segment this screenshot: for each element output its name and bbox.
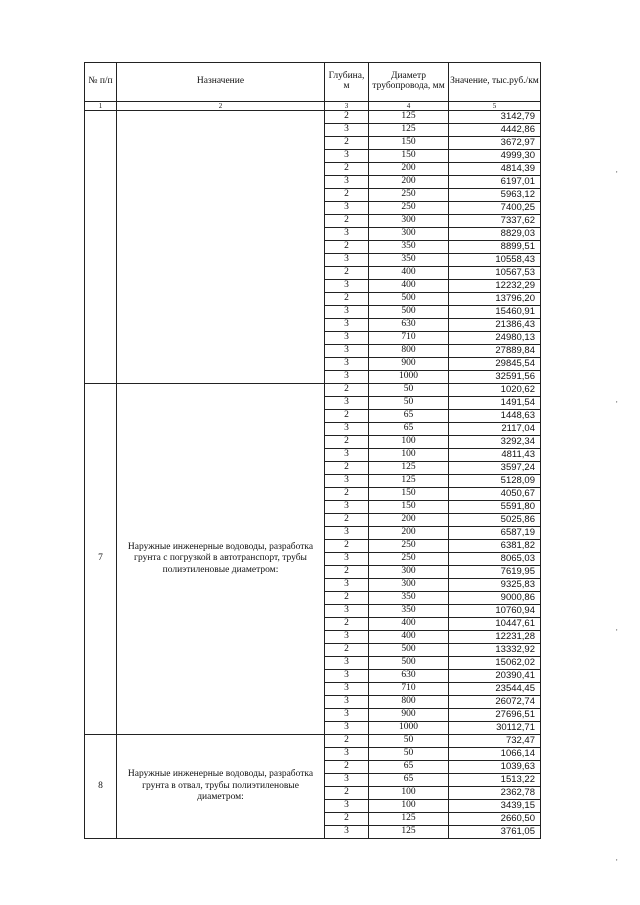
diameter-cell: 65 (369, 423, 449, 436)
diameter-cell: 200 (369, 514, 449, 527)
value-cell: 10447,61 (449, 618, 541, 631)
diameter-cell: 150 (369, 150, 449, 163)
diameter-cell: 100 (369, 449, 449, 462)
value-cell: 5128,09 (449, 475, 541, 488)
depth-cell: 3 (325, 657, 369, 670)
value-cell: 1448,63 (449, 410, 541, 423)
depth-cell: 3 (325, 176, 369, 189)
header-value: Значение, тыс.руб./км (449, 63, 541, 102)
diameter-cell: 125 (369, 124, 449, 137)
value-cell: 29845,54 (449, 358, 541, 371)
margin-mark: ' (616, 170, 618, 179)
diameter-cell: 250 (369, 540, 449, 553)
diameter-cell: 125 (369, 111, 449, 124)
value-cell: 2660,50 (449, 813, 541, 826)
diameter-cell: 65 (369, 410, 449, 423)
depth-cell: 3 (325, 826, 369, 839)
diameter-cell: 300 (369, 215, 449, 228)
value-cell: 8065,03 (449, 553, 541, 566)
header-num: № п/п (85, 63, 117, 102)
value-cell: 5963,12 (449, 189, 541, 202)
diameter-cell: 65 (369, 774, 449, 787)
depth-cell: 2 (325, 787, 369, 800)
value-cell: 13796,20 (449, 293, 541, 306)
depth-cell: 2 (325, 137, 369, 150)
value-cell: 10760,94 (449, 605, 541, 618)
value-cell: 8829,03 (449, 228, 541, 241)
value-cell: 5591,80 (449, 501, 541, 514)
depth-cell: 3 (325, 579, 369, 592)
value-cell: 10567,53 (449, 267, 541, 280)
depth-cell: 2 (325, 410, 369, 423)
value-cell: 6587,19 (449, 527, 541, 540)
column-number: 5 (449, 102, 541, 111)
value-cell: 1513,22 (449, 774, 541, 787)
header-row (85, 63, 541, 102)
depth-cell: 2 (325, 540, 369, 553)
value-cell: 32591,56 (449, 371, 541, 384)
diameter-cell: 65 (369, 761, 449, 774)
value-cell: 10558,43 (449, 254, 541, 267)
value-cell: 9325,83 (449, 579, 541, 592)
diameter-cell: 500 (369, 306, 449, 319)
diameter-cell: 50 (369, 735, 449, 748)
depth-cell: 2 (325, 241, 369, 254)
depth-cell: 2 (325, 384, 369, 397)
price-table (84, 62, 541, 839)
depth-cell: 3 (325, 631, 369, 644)
value-cell: 1039,63 (449, 761, 541, 774)
value-cell: 4811,43 (449, 449, 541, 462)
diameter-cell: 350 (369, 592, 449, 605)
diameter-cell: 1000 (369, 371, 449, 384)
diameter-cell: 400 (369, 280, 449, 293)
depth-cell: 2 (325, 618, 369, 631)
header-depth: Глубина, м (325, 63, 369, 102)
value-cell: 21386,43 (449, 319, 541, 332)
value-cell: 7619,95 (449, 566, 541, 579)
depth-cell: 3 (325, 202, 369, 215)
depth-cell: 2 (325, 644, 369, 657)
depth-cell: 3 (325, 800, 369, 813)
depth-cell: 3 (325, 228, 369, 241)
depth-cell: 3 (325, 696, 369, 709)
depth-cell: 3 (325, 371, 369, 384)
value-cell: 2117,04 (449, 423, 541, 436)
depth-cell: 3 (325, 449, 369, 462)
column-number: 2 (117, 102, 325, 111)
diameter-cell: 50 (369, 748, 449, 761)
depth-cell: 2 (325, 488, 369, 501)
value-cell: 13332,92 (449, 644, 541, 657)
margin-mark: ' (616, 858, 618, 867)
value-cell: 1020,62 (449, 384, 541, 397)
depth-cell: 3 (325, 475, 369, 488)
value-cell: 7400,25 (449, 202, 541, 215)
diameter-cell: 500 (369, 657, 449, 670)
table-row (85, 735, 541, 748)
diameter-cell: 125 (369, 813, 449, 826)
column-number: 4 (369, 102, 449, 111)
diameter-cell: 150 (369, 137, 449, 150)
value-cell: 3761,05 (449, 826, 541, 839)
value-cell: 3439,15 (449, 800, 541, 813)
depth-cell: 3 (325, 150, 369, 163)
depth-cell: 3 (325, 748, 369, 761)
value-cell: 12232,29 (449, 280, 541, 293)
depth-cell: 2 (325, 215, 369, 228)
diameter-cell: 200 (369, 163, 449, 176)
diameter-cell: 50 (369, 384, 449, 397)
depth-cell: 2 (325, 462, 369, 475)
header-diameter: Диаметр трубопровода, мм (369, 63, 449, 102)
table-row (85, 111, 541, 124)
value-cell: 1066,14 (449, 748, 541, 761)
value-cell: 12231,28 (449, 631, 541, 644)
value-cell: 1491,54 (449, 397, 541, 410)
value-cell: 7337,62 (449, 215, 541, 228)
section-number: 8 (85, 735, 117, 839)
document-table-wrapper (84, 62, 540, 839)
diameter-cell: 1000 (369, 722, 449, 735)
section-description: Наружные инженерные водоводы, разработка грунта в отвал, трубы полиэтиленовые диаметром: (117, 735, 325, 839)
column-number: 1 (85, 102, 117, 111)
depth-cell: 2 (325, 592, 369, 605)
section-number: 7 (85, 384, 117, 735)
value-cell: 732,47 (449, 735, 541, 748)
diameter-cell: 50 (369, 397, 449, 410)
diameter-cell: 350 (369, 254, 449, 267)
section-description (117, 111, 325, 384)
depth-cell: 3 (325, 501, 369, 514)
value-cell: 3142,79 (449, 111, 541, 124)
margin-mark: ' (616, 628, 618, 637)
depth-cell: 3 (325, 423, 369, 436)
depth-cell: 3 (325, 254, 369, 267)
diameter-cell: 250 (369, 553, 449, 566)
diameter-cell: 710 (369, 683, 449, 696)
value-cell: 4999,30 (449, 150, 541, 163)
value-cell: 26072,74 (449, 696, 541, 709)
value-cell: 27696,51 (449, 709, 541, 722)
value-cell: 8899,51 (449, 241, 541, 254)
diameter-cell: 500 (369, 293, 449, 306)
diameter-cell: 250 (369, 202, 449, 215)
depth-cell: 3 (325, 306, 369, 319)
depth-cell: 3 (325, 553, 369, 566)
depth-cell: 3 (325, 397, 369, 410)
value-cell: 2362,78 (449, 787, 541, 800)
depth-cell: 2 (325, 293, 369, 306)
depth-cell: 2 (325, 566, 369, 579)
diameter-cell: 250 (369, 189, 449, 202)
depth-cell: 2 (325, 111, 369, 124)
diameter-cell: 100 (369, 787, 449, 800)
value-cell: 30112,71 (449, 722, 541, 735)
diameter-cell: 500 (369, 644, 449, 657)
value-cell: 9000,86 (449, 592, 541, 605)
depth-cell: 2 (325, 436, 369, 449)
depth-cell: 3 (325, 124, 369, 137)
depth-cell: 3 (325, 683, 369, 696)
diameter-cell: 350 (369, 605, 449, 618)
depth-cell: 2 (325, 761, 369, 774)
depth-cell: 3 (325, 345, 369, 358)
diameter-cell: 150 (369, 488, 449, 501)
diameter-cell: 200 (369, 176, 449, 189)
diameter-cell: 350 (369, 241, 449, 254)
diameter-cell: 100 (369, 800, 449, 813)
header-purpose: Назначение (117, 63, 325, 102)
depth-cell: 2 (325, 189, 369, 202)
value-cell: 24980,13 (449, 332, 541, 345)
value-cell: 23544,45 (449, 683, 541, 696)
depth-cell: 3 (325, 527, 369, 540)
depth-cell: 2 (325, 267, 369, 280)
depth-cell: 2 (325, 813, 369, 826)
diameter-cell: 125 (369, 462, 449, 475)
column-number: 3 (325, 102, 369, 111)
value-cell: 27889,84 (449, 345, 541, 358)
diameter-cell: 630 (369, 319, 449, 332)
value-cell: 6381,82 (449, 540, 541, 553)
diameter-cell: 300 (369, 579, 449, 592)
value-cell: 20390,41 (449, 670, 541, 683)
depth-cell: 2 (325, 163, 369, 176)
depth-cell: 3 (325, 280, 369, 293)
table-body (85, 111, 541, 839)
diameter-cell: 300 (369, 566, 449, 579)
depth-cell: 3 (325, 605, 369, 618)
diameter-cell: 900 (369, 358, 449, 371)
diameter-cell: 125 (369, 826, 449, 839)
depth-cell: 3 (325, 332, 369, 345)
depth-cell: 3 (325, 670, 369, 683)
value-cell: 4814,39 (449, 163, 541, 176)
diameter-cell: 630 (369, 670, 449, 683)
diameter-cell: 800 (369, 345, 449, 358)
depth-cell: 3 (325, 722, 369, 735)
diameter-cell: 400 (369, 618, 449, 631)
margin-mark: ' (616, 400, 618, 409)
diameter-cell: 150 (369, 501, 449, 514)
value-cell: 6197,01 (449, 176, 541, 189)
depth-cell: 3 (325, 774, 369, 787)
value-cell: 5025,86 (449, 514, 541, 527)
depth-cell: 2 (325, 735, 369, 748)
value-cell: 15460,91 (449, 306, 541, 319)
diameter-cell: 100 (369, 436, 449, 449)
diameter-cell: 800 (369, 696, 449, 709)
depth-cell: 3 (325, 319, 369, 332)
diameter-cell: 200 (369, 527, 449, 540)
column-number-row (85, 102, 541, 111)
diameter-cell: 400 (369, 267, 449, 280)
value-cell: 15062,02 (449, 657, 541, 670)
diameter-cell: 400 (369, 631, 449, 644)
depth-cell: 3 (325, 709, 369, 722)
value-cell: 3672,97 (449, 137, 541, 150)
value-cell: 3597,24 (449, 462, 541, 475)
value-cell: 4050,67 (449, 488, 541, 501)
section-number (85, 111, 117, 384)
value-cell: 4442,86 (449, 124, 541, 137)
diameter-cell: 125 (369, 475, 449, 488)
section-description: Наружные инженерные водоводы, разработка грунта с погрузкой в автотранспорт, трубы полиэтиленовые диаметром: (117, 384, 325, 735)
depth-cell: 3 (325, 358, 369, 371)
value-cell: 3292,34 (449, 436, 541, 449)
depth-cell: 2 (325, 514, 369, 527)
diameter-cell: 710 (369, 332, 449, 345)
diameter-cell: 900 (369, 709, 449, 722)
table-row (85, 384, 541, 397)
diameter-cell: 300 (369, 228, 449, 241)
